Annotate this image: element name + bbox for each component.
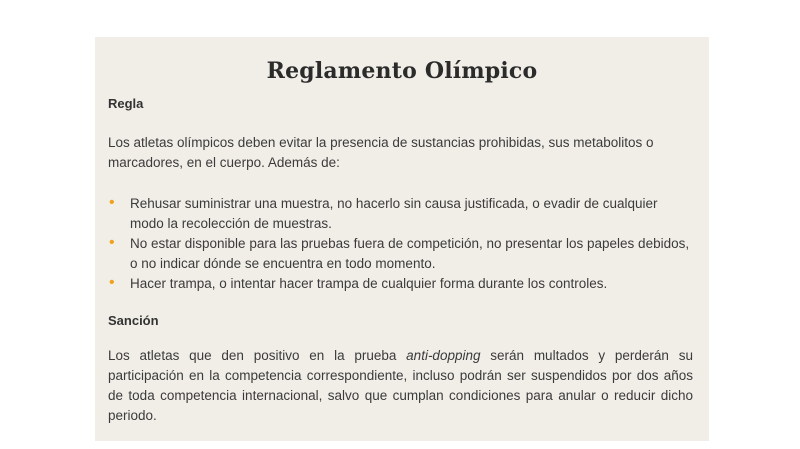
list-item-text: Rehusar suministrar una muestra, no hacerlo sin causa justificada, o evadir de cualquier modo la recolección de muestras. xyxy=(130,196,658,231)
regulation-card xyxy=(95,37,709,441)
rule-heading: Regla xyxy=(108,96,144,111)
rule-bullet-list xyxy=(108,194,695,294)
sanction-text-end: serán multados y perderán su participación en la competencia correspondiente, incluso podrán ser suspendidos por dos años de toda competencia internacional, salvo que cumplan condiciones para anular o reducir dicho periodo. xyxy=(108,348,693,423)
bullet-dot-icon: • xyxy=(109,274,115,291)
sanction-text-start: Los atletas que den positivo en la prueba xyxy=(108,348,407,363)
bullet-dot-icon: • xyxy=(109,234,115,251)
page-title: Reglamento Olímpico xyxy=(266,58,538,84)
rule-paragraph: Los atletas olímpicos deben evitar la presencia de sustancias prohibidas, sus metabolitos o marcadores, en el cuerpo. Además de: xyxy=(108,135,654,170)
sanction-heading: Sanción xyxy=(108,313,159,328)
list-item xyxy=(108,234,695,274)
list-item xyxy=(108,194,695,234)
bullet-dot-icon: • xyxy=(109,194,115,211)
list-item xyxy=(108,274,695,294)
list-item-text: No estar disponible para las pruebas fuera de competición, no presentar los papeles debidos, o no indicar dónde se encuentra en todo momento. xyxy=(130,236,690,271)
list-item-text: Hacer trampa, o intentar hacer trampa de cualquier forma durante los controles. xyxy=(130,276,608,291)
sanction-paragraph xyxy=(108,346,693,426)
anti-doping-term: anti-dopping xyxy=(406,348,481,363)
